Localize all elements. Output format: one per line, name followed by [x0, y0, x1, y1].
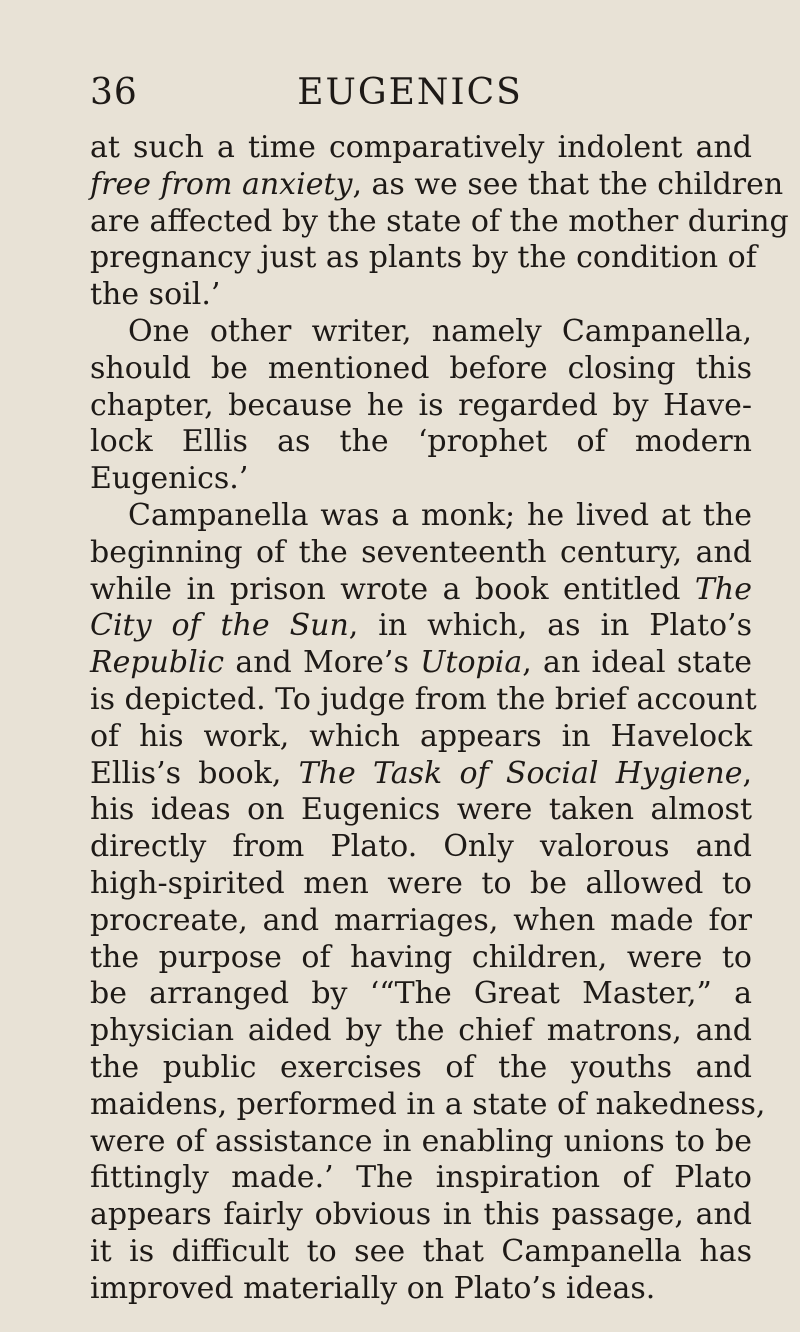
text-line: Eugenics.’: [90, 461, 249, 497]
text-line: free from anxiety, as we see that the children: [90, 166, 784, 202]
text-line: his ideas on Eugenics were taken almost: [90, 792, 752, 828]
text-line: Republic and More’s Utopia, an ideal state: [90, 645, 753, 681]
text-line: while in prison wrote a book entitled The: [90, 571, 752, 607]
text-line: the purpose of having children, were to: [90, 939, 752, 975]
text-line: One other writer, namely Campanella,: [128, 313, 752, 349]
text-line: improved materially on Plato’s ideas.: [90, 1270, 656, 1306]
text-line: physician aided by the chief matrons, and: [90, 1013, 752, 1049]
text-line: should be mentioned before closing this: [90, 350, 752, 386]
text-line: Campanella was a monk; he lived at the: [128, 497, 752, 533]
italic-phrase: The: [694, 571, 752, 607]
italic-phrase: free from anxiety: [90, 166, 353, 202]
text-line: the public exercises of the youths and: [90, 1049, 752, 1085]
text-line: maidens, performed in a state of nakedness,: [90, 1086, 766, 1122]
text-line: chapter, because he is regarded by Have-: [90, 387, 752, 423]
text-line: were of assistance in enabling unions to be: [90, 1123, 752, 1159]
text-line: at such a time comparatively indolent and: [90, 130, 752, 165]
text-line: is depicted. To judge from the brief account: [90, 681, 757, 717]
italic-phrase: City of the Sun: [90, 608, 349, 644]
text-line: it is difficult to see that Campanella has: [90, 1233, 752, 1269]
page-number: 36: [90, 72, 138, 113]
text-line: directly from Plato. Only valorous and: [90, 829, 752, 865]
text-line: the soil.’: [90, 277, 221, 313]
text-line: Ellis’s book, The Task of Social Hygiene,: [90, 755, 753, 791]
text-line: be arranged by ‘“The Great Master,” a: [90, 976, 752, 1012]
text-line: lock Ellis as the ‘prophet of modern: [90, 424, 752, 460]
running-title: EUGENICS: [297, 72, 523, 113]
italic-phrase: Utopia: [420, 645, 523, 681]
text-line: are affected by the state of the mother during: [90, 203, 789, 239]
text-line: procreate, and marriages, when made for: [90, 902, 752, 938]
page-header: [90, 72, 730, 122]
text-line: beginning of the seventeenth century, and: [90, 534, 752, 570]
italic-phrase: Republic: [90, 645, 225, 681]
body-text: [90, 130, 789, 1308]
text-line: of his work, which appears in Havelock: [90, 718, 752, 754]
text-line: pregnancy just as plants by the condition of: [90, 240, 757, 276]
text-line: City of the Sun, in which, as in Plato’s: [90, 608, 752, 644]
text-line: fittingly made.’ The inspiration of Plato: [90, 1160, 752, 1196]
italic-phrase: The Task of Social Hygiene: [298, 755, 743, 791]
text-line: appears fairly obvious in this passage, and: [90, 1197, 752, 1233]
text-line: high-spirited men were to be allowed to: [90, 865, 752, 901]
